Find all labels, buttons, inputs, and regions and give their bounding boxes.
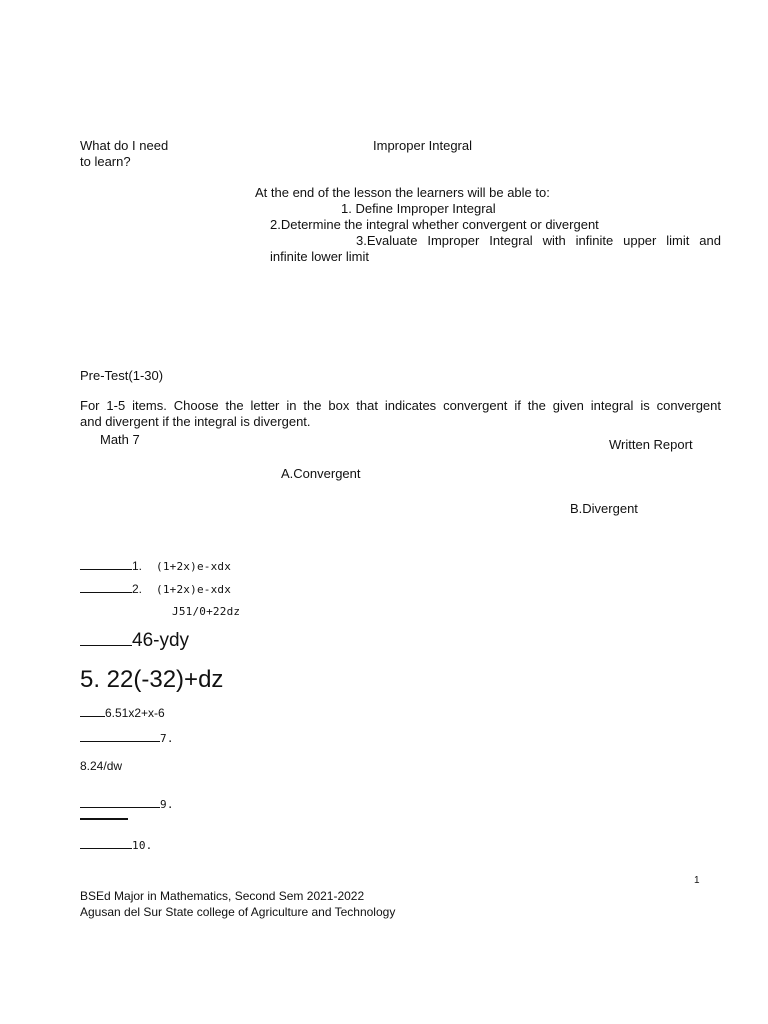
- answer-blank-4[interactable]: [80, 644, 132, 646]
- answer-blank-7[interactable]: [80, 740, 160, 742]
- pretest-instructions-line2: and divergent if the integral is divergent.: [80, 414, 311, 429]
- written-report-label: Written Report: [609, 437, 693, 452]
- objective-3-line2: infinite lower limit: [270, 249, 369, 264]
- item-1-number: 1.: [132, 559, 143, 573]
- item-2-expression: (1+2x)e-xdx: [156, 583, 232, 596]
- page-number: 1: [694, 875, 700, 886]
- item-7: [80, 729, 174, 747]
- item-3-expression: J51/0+22dz: [172, 605, 241, 618]
- item-2-number: 2.: [132, 582, 143, 596]
- item-9-underline: [80, 818, 128, 820]
- math-7-label: Math 7: [100, 432, 140, 447]
- lesson-title: Improper Integral: [373, 138, 472, 153]
- answer-blank-6[interactable]: [80, 715, 105, 717]
- item-9: [80, 795, 174, 813]
- answer-blank-2[interactable]: [80, 591, 132, 593]
- item-4-expression: 46-ydy: [132, 630, 190, 651]
- answer-blank-10[interactable]: [80, 847, 132, 849]
- item-1-expression: (1+2x)e-xdx: [156, 560, 232, 573]
- item-6-expression: 6.51x2+x-6: [105, 706, 165, 720]
- what-do-i-need-line2: to learn?: [80, 154, 131, 169]
- item-5: 5. 22(-32)+dz: [80, 666, 224, 693]
- option-b-divergent: B.Divergent: [570, 501, 638, 516]
- pretest-instructions-line1: For 1-5 items. Choose the letter in the box that indicates convergent if the given integral is convergent: [80, 398, 721, 413]
- answer-blank-9[interactable]: [80, 806, 160, 808]
- item-8: 8.24/dw: [80, 759, 123, 773]
- item-1: [80, 557, 231, 573]
- footer-line2: Agusan del Sur State college of Agriculture and Technology: [80, 905, 396, 919]
- item-10-number: 10.: [132, 839, 153, 852]
- item-6: [80, 704, 165, 722]
- option-a-convergent: A.Convergent: [281, 466, 361, 481]
- footer-line1: BSEd Major in Mathematics, Second Sem 2021-2022: [80, 889, 365, 903]
- what-do-i-need-line1: What do I need: [80, 138, 169, 153]
- item-7-number: 7.: [160, 732, 174, 745]
- pretest-title: Pre-Test(1-30): [80, 368, 164, 383]
- objective-1: 1. Define Improper Integral: [341, 201, 496, 216]
- answer-blank-1[interactable]: [80, 568, 132, 570]
- objectives-intro: At the end of the lesson the learners will be able to:: [255, 185, 550, 200]
- item-9-number: 9.: [160, 798, 174, 811]
- objective-2: 2.Determine the integral whether convergent or divergent: [270, 217, 599, 232]
- item-4: [80, 630, 189, 652]
- item-10: [80, 836, 152, 854]
- item-2: [80, 580, 231, 596]
- objective-3-line1: 3.Evaluate Improper Integral with infinite upper limit and: [356, 233, 721, 248]
